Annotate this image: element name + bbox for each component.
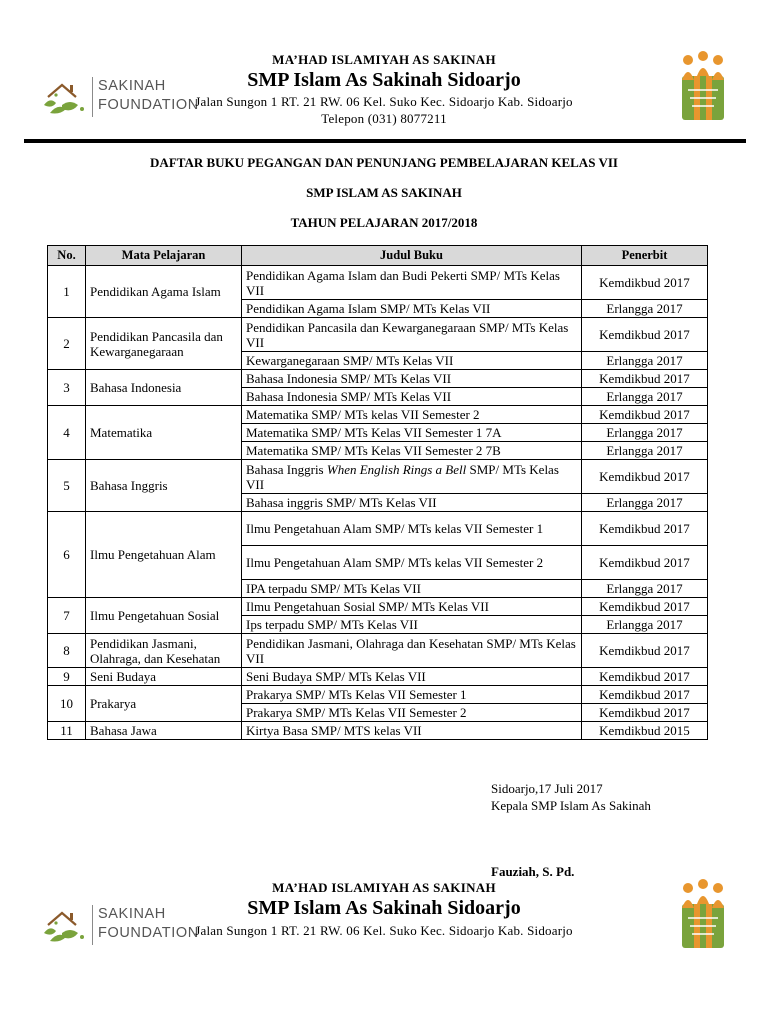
- signature-position: Kepala SMP Islam As Sakinah: [491, 798, 651, 813]
- publisher-cell: Kemdikbud 2017: [582, 370, 708, 388]
- publisher-cell: Erlangga 2017: [582, 494, 708, 512]
- book-title-cell: Bahasa Indonesia SMP/ MTs Kelas VII: [242, 370, 582, 388]
- subject-cell: Bahasa Inggris: [86, 460, 242, 512]
- table-row: [48, 722, 708, 740]
- foundation-name-line2: FOUNDATION: [98, 925, 199, 941]
- publisher-cell: Erlangga 2017: [582, 300, 708, 318]
- school-phone: Telepon (031) 8077211: [321, 111, 447, 126]
- book-title-cell: Ilmu Pengetahuan Alam SMP/ MTs kelas VII Semester 2: [242, 546, 582, 580]
- publisher-cell: Kemdikbud 2017: [582, 686, 708, 704]
- publisher-cell: Kemdikbud 2017: [582, 318, 708, 352]
- row-number: 2: [48, 318, 86, 370]
- document-school: SMP ISLAM AS SAKINAH: [306, 185, 462, 200]
- table-row: [48, 512, 708, 546]
- mahad-name: MA’HAD ISLAMIYAH AS SAKINAH: [272, 52, 496, 67]
- book-title-cell: Pendidikan Pancasila dan Kewarganegaraan SMP/ MTs Kelas VII: [242, 318, 582, 352]
- subject-cell: Pendidikan Agama Islam: [86, 266, 242, 318]
- header-title: Judul Buku: [242, 246, 582, 266]
- row-number: 11: [48, 722, 86, 740]
- row-number: 1: [48, 266, 86, 318]
- publisher-cell: Kemdikbud 2017: [582, 634, 708, 668]
- book-title-cell: Pendidikan Agama Islam SMP/ MTs Kelas VII: [242, 300, 582, 318]
- subject-cell: Bahasa Jawa: [86, 722, 242, 740]
- publisher-cell: Kemdikbud 2015: [582, 722, 708, 740]
- table-header-row: [48, 246, 708, 266]
- book-title-cell: Seni Budaya SMP/ MTs Kelas VII: [242, 668, 582, 686]
- table-row: [48, 406, 708, 424]
- subject-cell: Ilmu Pengetahuan Sosial: [86, 598, 242, 634]
- mahad-logo: [676, 50, 730, 122]
- book-title-cell: Pendidikan Agama Islam dan Budi Pekerti SMP/ MTs Kelas VII: [242, 266, 582, 300]
- book-title-cell: Matematika SMP/ MTs kelas VII Semester 2: [242, 406, 582, 424]
- subject-cell: Pendidikan Jasmani, Olahraga, dan Kesehatan: [86, 634, 242, 668]
- row-number: 9: [48, 668, 86, 686]
- school-name-bottom: SMP Islam As Sakinah Sidoarjo: [247, 897, 521, 919]
- publisher-cell: Erlangga 2017: [582, 442, 708, 460]
- publisher-cell: Erlangga 2017: [582, 580, 708, 598]
- table-row: [48, 634, 708, 668]
- school-name: SMP Islam As Sakinah Sidoarjo: [247, 69, 521, 91]
- book-title-cell: Ilmu Pengetahuan Alam SMP/ MTs kelas VII Semester 1: [242, 512, 582, 546]
- header-subject: Mata Pelajaran: [86, 246, 242, 266]
- school-address: Jalan Sungon 1 RT. 21 RW. 06 Kel. Suko Kec. Sidoarjo Kab. Sidoarjo: [195, 94, 573, 109]
- book-title-cell: Matematika SMP/ MTs Kelas VII Semester 2 7B: [242, 442, 582, 460]
- publisher-cell: Kemdikbud 2017: [582, 406, 708, 424]
- row-number: 10: [48, 686, 86, 722]
- book-title-cell: Ips terpadu SMP/ MTs Kelas VII: [242, 616, 582, 634]
- book-title-cell: Matematika SMP/ MTs Kelas VII Semester 1 7A: [242, 424, 582, 442]
- row-number: 4: [48, 406, 86, 460]
- book-title-cell: Kewarganegaraan SMP/ MTs Kelas VII: [242, 352, 582, 370]
- foundation-name-line1: SAKINAH: [98, 78, 166, 94]
- table-row: [48, 318, 708, 352]
- header-no: No.: [48, 246, 86, 266]
- book-title-cell: Bahasa Indonesia SMP/ MTs Kelas VII: [242, 388, 582, 406]
- row-number: 7: [48, 598, 86, 634]
- publisher-cell: Erlangga 2017: [582, 388, 708, 406]
- book-title-cell: Ilmu Pengetahuan Sosial SMP/ MTs Kelas VII: [242, 598, 582, 616]
- book-title-italic: When English Rings a Bell: [326, 461, 467, 477]
- row-number: 5: [48, 460, 86, 512]
- table-row: [48, 370, 708, 388]
- mahad-emblem-icon: [676, 878, 730, 950]
- signature-place-date: Sidoarjo,17 Juli 2017: [491, 781, 603, 796]
- book-title-part: SMP/ MTs Kelas VII: [246, 461, 559, 492]
- subject-cell: Matematika: [86, 406, 242, 460]
- table-row: [48, 598, 708, 616]
- book-title-part: Bahasa Inggris: [246, 461, 327, 477]
- subject-cell: Seni Budaya: [86, 668, 242, 686]
- row-number: 8: [48, 634, 86, 668]
- book-title-cell: Kirtya Basa SMP/ MTS kelas VII: [242, 722, 582, 740]
- mahad-name-bottom: MA’HAD ISLAMIYAH AS SAKINAH: [272, 880, 496, 895]
- mahad-logo-bottom: [676, 878, 730, 950]
- document-year: TAHUN PELAJARAN 2017/2018: [290, 215, 478, 230]
- table-row: [48, 668, 708, 686]
- document-title: DAFTAR BUKU PEGANGAN DAN PENUNJANG PEMBELAJARAN KELAS VII: [150, 155, 618, 170]
- book-title-cell: Bahasa inggris SMP/ MTs Kelas VII: [242, 494, 582, 512]
- foundation-name-line1: SAKINAH: [98, 906, 166, 922]
- publisher-cell: Kemdikbud 2017: [582, 704, 708, 722]
- signature-name: Fauziah, S. Pd.: [491, 864, 575, 879]
- publisher-cell: Kemdikbud 2017: [582, 512, 708, 546]
- mahad-emblem-icon: [676, 50, 730, 122]
- foundation-name-line2: FOUNDATION: [98, 97, 199, 113]
- subject-cell: Prakarya: [86, 686, 242, 722]
- publisher-cell: Kemdikbud 2017: [582, 598, 708, 616]
- publisher-cell: Erlangga 2017: [582, 424, 708, 442]
- book-title-cell: Pendidikan Jasmani, Olahraga dan Kesehatan SMP/ MTs Kelas VII: [242, 634, 582, 668]
- book-table: [47, 245, 708, 740]
- publisher-cell: Erlangga 2017: [582, 616, 708, 634]
- subject-cell: Pendidikan Pancasila dan Kewarganegaraan: [86, 318, 242, 370]
- publisher-cell: Kemdikbud 2017: [582, 546, 708, 580]
- publisher-cell: Kemdikbud 2017: [582, 266, 708, 300]
- book-table-body: [48, 266, 708, 740]
- subject-cell: Bahasa Indonesia: [86, 370, 242, 406]
- book-title-cell: IPA terpadu SMP/ MTs Kelas VII: [242, 580, 582, 598]
- book-title-cell: Prakarya SMP/ MTs Kelas VII Semester 2: [242, 704, 582, 722]
- publisher-cell: Kemdikbud 2017: [582, 668, 708, 686]
- publisher-cell: Kemdikbud 2017: [582, 460, 708, 494]
- publisher-cell: Erlangga 2017: [582, 352, 708, 370]
- book-title-cell: [242, 460, 582, 494]
- header-publisher: Penerbit: [582, 246, 708, 266]
- school-address-bottom: Jalan Sungon 1 RT. 21 RW. 06 Kel. Suko Kec. Sidoarjo Kab. Sidoarjo: [195, 923, 573, 938]
- table-row: [48, 686, 708, 704]
- book-title-cell: Prakarya SMP/ MTs Kelas VII Semester 1: [242, 686, 582, 704]
- table-row: [48, 460, 708, 494]
- row-number: 3: [48, 370, 86, 406]
- table-row: [48, 266, 708, 300]
- subject-cell: Ilmu Pengetahuan Alam: [86, 512, 242, 598]
- row-number: 6: [48, 512, 86, 598]
- letterhead-rule: [24, 139, 746, 143]
